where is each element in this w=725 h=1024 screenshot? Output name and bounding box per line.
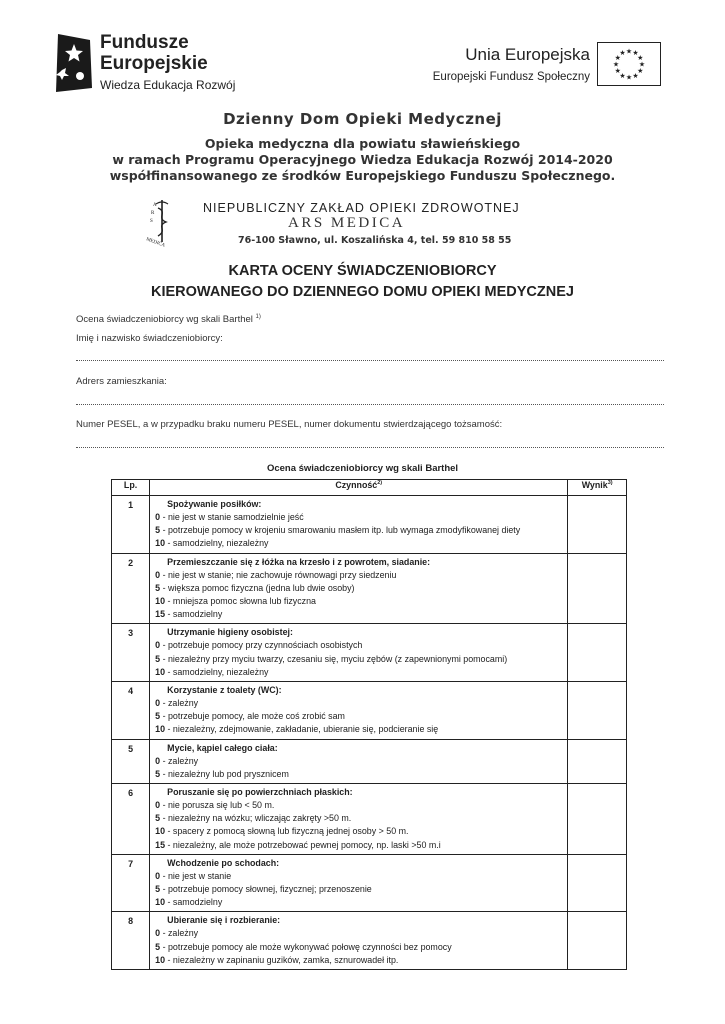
activity-option [155, 954, 563, 967]
svg-text:S: S [150, 219, 153, 224]
eu-star-icon: ★ [614, 55, 621, 62]
activity-option [155, 569, 563, 582]
eu-flag-icon [597, 42, 661, 86]
activity-option [155, 870, 563, 883]
row-result-cell[interactable] [568, 496, 627, 554]
row-number: 8 [112, 912, 150, 970]
table-row [112, 496, 627, 554]
eu-star-icon: ★ [638, 61, 646, 69]
address-line[interactable] [76, 404, 664, 405]
row-activity [150, 784, 568, 855]
barthel-score-label: Ocena świadczeniobiorcy wg skali Barthel [76, 314, 253, 325]
row-result-cell[interactable] [568, 553, 627, 624]
activity-option [155, 927, 563, 940]
caduceus-icon [138, 196, 186, 248]
card-title-line-1: KARTA OCENY ŚWIADCZENIOBIORCY [228, 263, 497, 279]
activity-option [155, 812, 563, 825]
row-result-cell[interactable] [568, 912, 627, 970]
option-text: - większa pomoc fizyczna (jedna lub dwie osoby) [160, 582, 355, 593]
subtitle-line-2: w ramach Programu Operacyjnego Wiedza Edukacja Rozwój 2014-2020 [112, 152, 613, 167]
activity-title: Korzystanie z toalety (WC): [167, 685, 282, 696]
row-activity [150, 553, 568, 624]
activity-title: Poruszanie się po powierzchniach płaskich: [167, 787, 353, 798]
activity-option [155, 697, 563, 710]
option-score: 0 [155, 640, 161, 651]
activity-option [155, 582, 563, 595]
activity-option [155, 825, 563, 838]
pesel-line[interactable] [76, 447, 664, 448]
table-row [112, 624, 627, 682]
fe-star-icon [52, 30, 96, 94]
option-text: - niezależny na wózku; wliczając zakręty >50 m. [160, 813, 352, 824]
activity-title: Spożywanie posiłków: [167, 499, 262, 509]
option-score: 5 [155, 884, 161, 895]
option-score: 0 [155, 698, 161, 709]
activity-title: Przemieszczanie się z łóżka na krzesło i z powrotem, siadanie: [167, 556, 431, 567]
option-text: - zależny [160, 698, 199, 709]
option-score: 10 [155, 538, 166, 549]
option-text: - mniejsza pomoc słowna lub fizyczna [165, 596, 316, 607]
option-score: 15 [155, 839, 166, 850]
option-text: - samodzielny [165, 897, 223, 908]
activity-option [155, 608, 563, 621]
table-row [112, 739, 627, 783]
activity-option [155, 511, 563, 524]
option-score: 0 [155, 755, 161, 766]
activity-option [155, 653, 563, 666]
option-text: - nie jest w stanie samodzielnie jeść [160, 512, 304, 522]
option-text: - zależny [160, 755, 199, 766]
option-score: 10 [155, 596, 166, 607]
eu-star-icon: ★ [637, 68, 644, 75]
ars-medica-address: 76-100 Sławno, ul. Koszalińska 4, tel. 59 810 58 55 [238, 235, 512, 246]
option-score: 0 [155, 569, 161, 580]
activity-title: Utrzymanie higieny osobistej: [167, 627, 293, 638]
fe-logo-line3: Wiedza Edukacja Rozwój [100, 78, 236, 92]
fe-logo-line2: Europejskie [100, 53, 208, 74]
table-caption: Ocena świadczeniobiorcy wg skali Barthel [266, 463, 459, 474]
eu-star-icon: ★ [632, 50, 639, 58]
activity-option [155, 883, 563, 896]
activity-option [155, 595, 563, 608]
option-text: - zależny [160, 928, 199, 939]
row-activity [150, 912, 568, 970]
row-result-cell[interactable] [568, 624, 627, 682]
option-score: 15 [155, 609, 166, 620]
option-score: 0 [155, 512, 161, 522]
barthel-score-note: 1) [255, 314, 261, 320]
option-score: 5 [155, 941, 161, 952]
table-header-row [112, 480, 627, 496]
name-label: Imię i nazwisko świadczeniobiorcy: [76, 333, 223, 344]
activity-option [155, 537, 563, 550]
eu-star-icon: ★ [637, 55, 644, 62]
row-number: 4 [112, 682, 150, 740]
option-score: 10 [155, 954, 166, 965]
activity-option [155, 524, 563, 537]
option-text: - nie jest w stanie [160, 870, 232, 881]
svg-text:R: R [151, 211, 155, 216]
fundusze-europejskie-logo [52, 30, 252, 100]
ue-text-block [420, 45, 590, 83]
header-lp: Lp. [112, 480, 150, 496]
row-number: 3 [112, 624, 150, 682]
ars-medica-name: ARS MEDICA [288, 215, 406, 231]
row-result-cell[interactable] [568, 784, 627, 855]
activity-option [155, 723, 563, 736]
option-score: 5 [155, 582, 161, 593]
barthel-score-field [76, 314, 261, 325]
row-result-cell[interactable] [568, 682, 627, 740]
option-score: 5 [155, 653, 161, 664]
activity-option [155, 941, 563, 954]
row-result-cell[interactable] [568, 739, 627, 783]
row-activity [150, 624, 568, 682]
eu-star-icon: ★ [614, 68, 621, 75]
eu-star-icon: ★ [619, 50, 626, 58]
row-activity [150, 739, 568, 783]
row-number: 7 [112, 854, 150, 912]
ue-title: Unia Europejska [465, 45, 590, 64]
subtitle-line-1: Opieka medyczna dla powiatu sławieńskiego [204, 136, 521, 151]
row-number: 5 [112, 739, 150, 783]
eu-star-icon: ★ [632, 72, 639, 80]
table-row [112, 682, 627, 740]
option-score: 10 [155, 826, 166, 837]
option-text: - nie porusza się lub < 50 m. [160, 800, 275, 811]
name-line[interactable] [76, 360, 664, 361]
header-result [568, 480, 627, 496]
fe-logo-line1: Fundusze [100, 32, 189, 53]
option-score: 10 [155, 897, 166, 908]
option-text: - potrzebuje pomocy w krojeniu smarowaniu masłem itp. lub wymaga zmodyfikowanej diety [160, 525, 521, 536]
option-text: - spacery z pomocą słowną lub fizyczną jednej osoby > 50 m. [165, 826, 409, 837]
activity-title: Mycie, kąpiel całego ciała: [167, 742, 278, 753]
nzoz-name: NIEPUBLICZNY ZAKŁAD OPIEKI ZDROWOTNEJ [203, 201, 520, 215]
row-number: 2 [112, 553, 150, 624]
option-text: - potrzebuje pomocy słownej, fizycznej; przenoszenie [160, 884, 372, 895]
eu-star-icon: ★ [612, 61, 620, 69]
option-text: - potrzebuje pomocy ale może wykonywać połowę czynności bez pomocy [160, 941, 452, 952]
eu-star-icon: ★ [625, 74, 633, 82]
option-score: 10 [155, 724, 166, 735]
row-result-cell[interactable] [568, 854, 627, 912]
option-text: - samodzielny [165, 609, 223, 620]
activity-option [155, 639, 563, 652]
row-activity [150, 496, 568, 554]
activity-option [155, 799, 563, 812]
activity-option [155, 666, 563, 679]
pesel-label: Numer PESEL, a w przypadku braku numeru PESEL, numer dokumentu stwierdzającego tożsamość: [76, 419, 503, 430]
activity-option [155, 755, 563, 768]
option-score: 10 [155, 666, 166, 677]
option-text: - niezależny w zapinaniu guzików, zamka, sznurowadeł itp. [165, 954, 399, 965]
header-activity-label: Czynność [335, 480, 378, 490]
option-score: 5 [155, 711, 161, 722]
eu-star-icon: ★ [619, 72, 626, 80]
eu-star-icon: ★ [625, 48, 633, 56]
option-text: - potrzebuje pomocy przy czynnościach osobistych [160, 640, 363, 651]
ue-subtitle: Europejski Fundusz Społeczny [432, 71, 590, 83]
header-result-label: Wynik [581, 480, 608, 490]
row-number: 1 [112, 496, 150, 554]
table-row [112, 553, 627, 624]
header-result-note: 3) [607, 480, 613, 486]
activity-option [155, 896, 563, 909]
svg-text:A: A [153, 203, 157, 208]
activity-option [155, 839, 563, 852]
row-number: 6 [112, 784, 150, 855]
option-score: 0 [155, 800, 161, 811]
option-text: - samodzielny, niezależny [165, 538, 269, 549]
barthel-table [111, 479, 627, 970]
option-text: - niezależny, zdejmowanie, zakładanie, ubieranie się, podcieranie się [165, 724, 439, 735]
table-row [112, 854, 627, 912]
option-text: - potrzebuje pomocy, ale może coś zrobić sam [160, 711, 345, 722]
option-score: 5 [155, 813, 161, 824]
row-activity [150, 854, 568, 912]
table-row [112, 784, 627, 855]
page-title: Dzienny Dom Opieki Medycznej [223, 110, 502, 128]
header-activity-note: 2) [377, 480, 383, 486]
option-text: - niezależny lub pod prysznicem [160, 768, 289, 779]
option-score: 5 [155, 525, 161, 536]
activity-option [155, 710, 563, 723]
option-text: - niezależny, ale może potrzebować pewnej pomocy, np. laski >50 m.i [165, 839, 441, 850]
table-row [112, 912, 627, 970]
row-activity [150, 682, 568, 740]
address-label: Adrers zamieszkania: [76, 376, 167, 387]
activity-title: Ubieranie się i rozbieranie: [167, 915, 281, 926]
option-score: 5 [155, 768, 161, 779]
activity-title: Wchodzenie po schodach: [167, 857, 280, 868]
option-text: - niezależny przy myciu twarzy, czesaniu się, myciu zębów (z zapewnionymi pomocami) [160, 653, 508, 664]
ars-medica-logo [138, 196, 186, 248]
svg-text:MEDICA: MEDICA [145, 237, 166, 248]
option-score: 0 [155, 870, 161, 881]
card-title-line-2: KIEROWANEGO DO DZIENNEGO DOMU OPIEKI MEDYCZNEJ [151, 284, 574, 300]
subtitle-line-3: współfinansowanego ze środków Europejskiego Funduszu Społecznego. [109, 168, 616, 183]
header-activity [150, 480, 568, 496]
option-text: - nie jest w stanie; nie zachowuje równowagi przy siedzeniu [160, 569, 397, 580]
option-text: - samodzielny, niezależny [165, 666, 269, 677]
option-score: 0 [155, 928, 161, 939]
activity-option [155, 768, 563, 781]
